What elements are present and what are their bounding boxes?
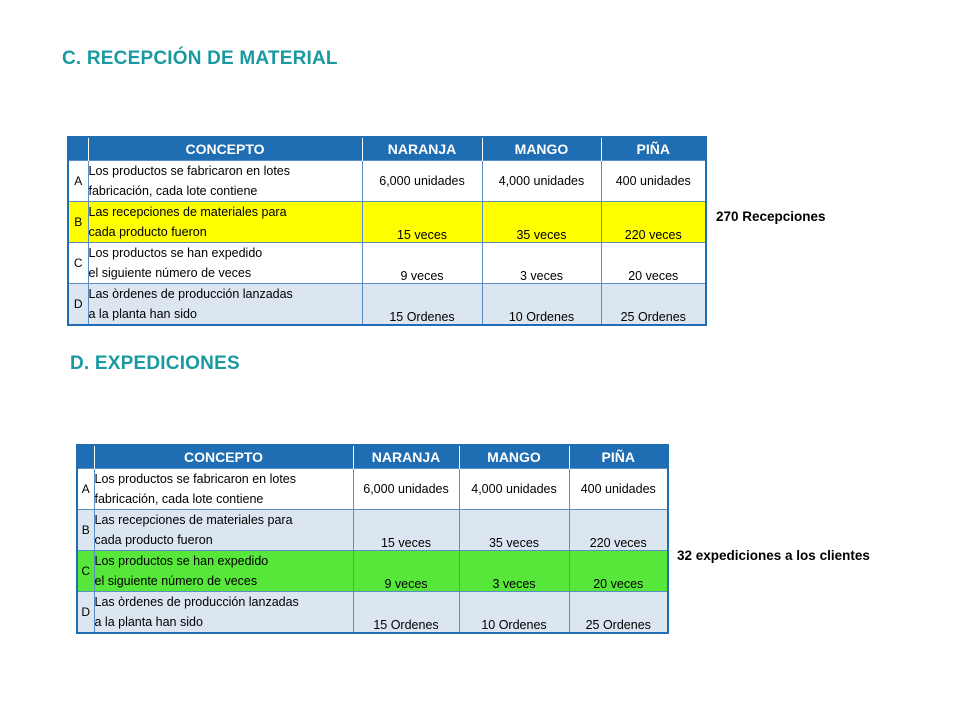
cell-mango: 10 Ordenes xyxy=(459,592,569,634)
cell-mango: 35 veces xyxy=(459,510,569,551)
row-key: C xyxy=(77,551,94,592)
row-key: B xyxy=(68,202,88,243)
row-description xyxy=(94,551,353,592)
table-row-d xyxy=(77,592,668,634)
cell-pina: 20 veces xyxy=(601,243,706,284)
row-description-line2: a la planta han sido xyxy=(94,615,203,629)
row-key: D xyxy=(68,284,88,326)
table-row-c-highlighted xyxy=(77,551,668,592)
row-description xyxy=(94,469,353,510)
row-description-line1: Las recepciones de materiales para xyxy=(94,513,293,527)
row-description-line1: Las recepciones de materiales para xyxy=(88,205,287,219)
row-key: D xyxy=(77,592,94,634)
row-key: B xyxy=(77,510,94,551)
cell-mango: 35 veces xyxy=(482,202,601,243)
cell-naranja: 15 Ordenes xyxy=(353,592,459,634)
row-description xyxy=(88,202,362,243)
table-header-row xyxy=(77,445,668,469)
row-description xyxy=(88,243,362,284)
header-pina: PIÑA xyxy=(569,445,668,469)
table-recepcion xyxy=(67,136,707,326)
row-description-line2: a la planta han sido xyxy=(88,307,197,321)
cell-mango: 3 veces xyxy=(459,551,569,592)
row-description-line1: Los productos se fabricaron en lotes xyxy=(88,164,291,178)
table-header-row xyxy=(68,137,706,161)
row-description-line2: el siguiente número de veces xyxy=(94,574,258,588)
row-description-line1: Los productos se han expedido xyxy=(94,554,269,568)
table-row-b-highlighted xyxy=(68,202,706,243)
row-description-line1: Los productos se fabricaron en lotes xyxy=(94,472,297,486)
header-naranja: NARANJA xyxy=(362,137,482,161)
cell-naranja: 15 veces xyxy=(353,510,459,551)
row-description xyxy=(88,161,362,202)
note-expediciones: 32 expediciones a los clientes xyxy=(677,548,870,563)
cell-naranja: 15 veces xyxy=(362,202,482,243)
header-naranja: NARANJA xyxy=(353,445,459,469)
header-mango: MANGO xyxy=(459,445,569,469)
cell-naranja: 9 veces xyxy=(362,243,482,284)
row-description-line1: Las òrdenes de producción lanzadas xyxy=(94,595,299,609)
cell-pina: 25 Ordenes xyxy=(601,284,706,326)
row-description-line2: fabricación, cada lote contiene xyxy=(88,184,258,198)
section-title-expediciones: D. EXPEDICIONES xyxy=(70,353,240,374)
table-row-b xyxy=(77,510,668,551)
row-description-line1: Las òrdenes de producción lanzadas xyxy=(88,287,293,301)
row-description-line1: Los productos se han expedido xyxy=(88,246,263,260)
cell-pina: 220 veces xyxy=(601,202,706,243)
table-row-a xyxy=(77,469,668,510)
row-description-line2: fabricación, cada lote contiene xyxy=(94,492,264,506)
cell-mango: 10 Ordenes xyxy=(482,284,601,326)
cell-naranja: 6,000 unidades xyxy=(362,161,482,202)
row-key: C xyxy=(68,243,88,284)
cell-pina: 220 veces xyxy=(569,510,668,551)
row-key: A xyxy=(68,161,88,202)
table-row-a xyxy=(68,161,706,202)
cell-mango: 4,000 unidades xyxy=(459,469,569,510)
header-pina: PIÑA xyxy=(601,137,706,161)
cell-naranja: 15 Ordenes xyxy=(362,284,482,326)
header-concepto: CONCEPTO xyxy=(94,445,353,469)
cell-naranja: 9 veces xyxy=(353,551,459,592)
table-expediciones xyxy=(76,444,669,634)
cell-naranja: 6,000 unidades xyxy=(353,469,459,510)
header-key xyxy=(68,137,88,161)
row-description-line2: cada producto fueron xyxy=(94,533,213,547)
table-row-d xyxy=(68,284,706,326)
row-key: A xyxy=(77,469,94,510)
cell-pina: 25 Ordenes xyxy=(569,592,668,634)
header-concepto: CONCEPTO xyxy=(88,137,362,161)
row-description xyxy=(94,510,353,551)
row-description-line2: cada producto fueron xyxy=(88,225,207,239)
row-description xyxy=(94,592,353,634)
cell-pina: 400 unidades xyxy=(601,161,706,202)
cell-pina: 400 unidades xyxy=(569,469,668,510)
note-recepciones: 270 Recepciones xyxy=(716,209,826,224)
section-title-recepcion: C. RECEPCIÓN DE MATERIAL xyxy=(62,48,338,69)
row-description-line2: el siguiente número de veces xyxy=(88,266,252,280)
cell-mango: 4,000 unidades xyxy=(482,161,601,202)
header-key xyxy=(77,445,94,469)
cell-pina: 20 veces xyxy=(569,551,668,592)
row-description xyxy=(88,284,362,326)
cell-mango: 3 veces xyxy=(482,243,601,284)
table-row-c xyxy=(68,243,706,284)
header-mango: MANGO xyxy=(482,137,601,161)
